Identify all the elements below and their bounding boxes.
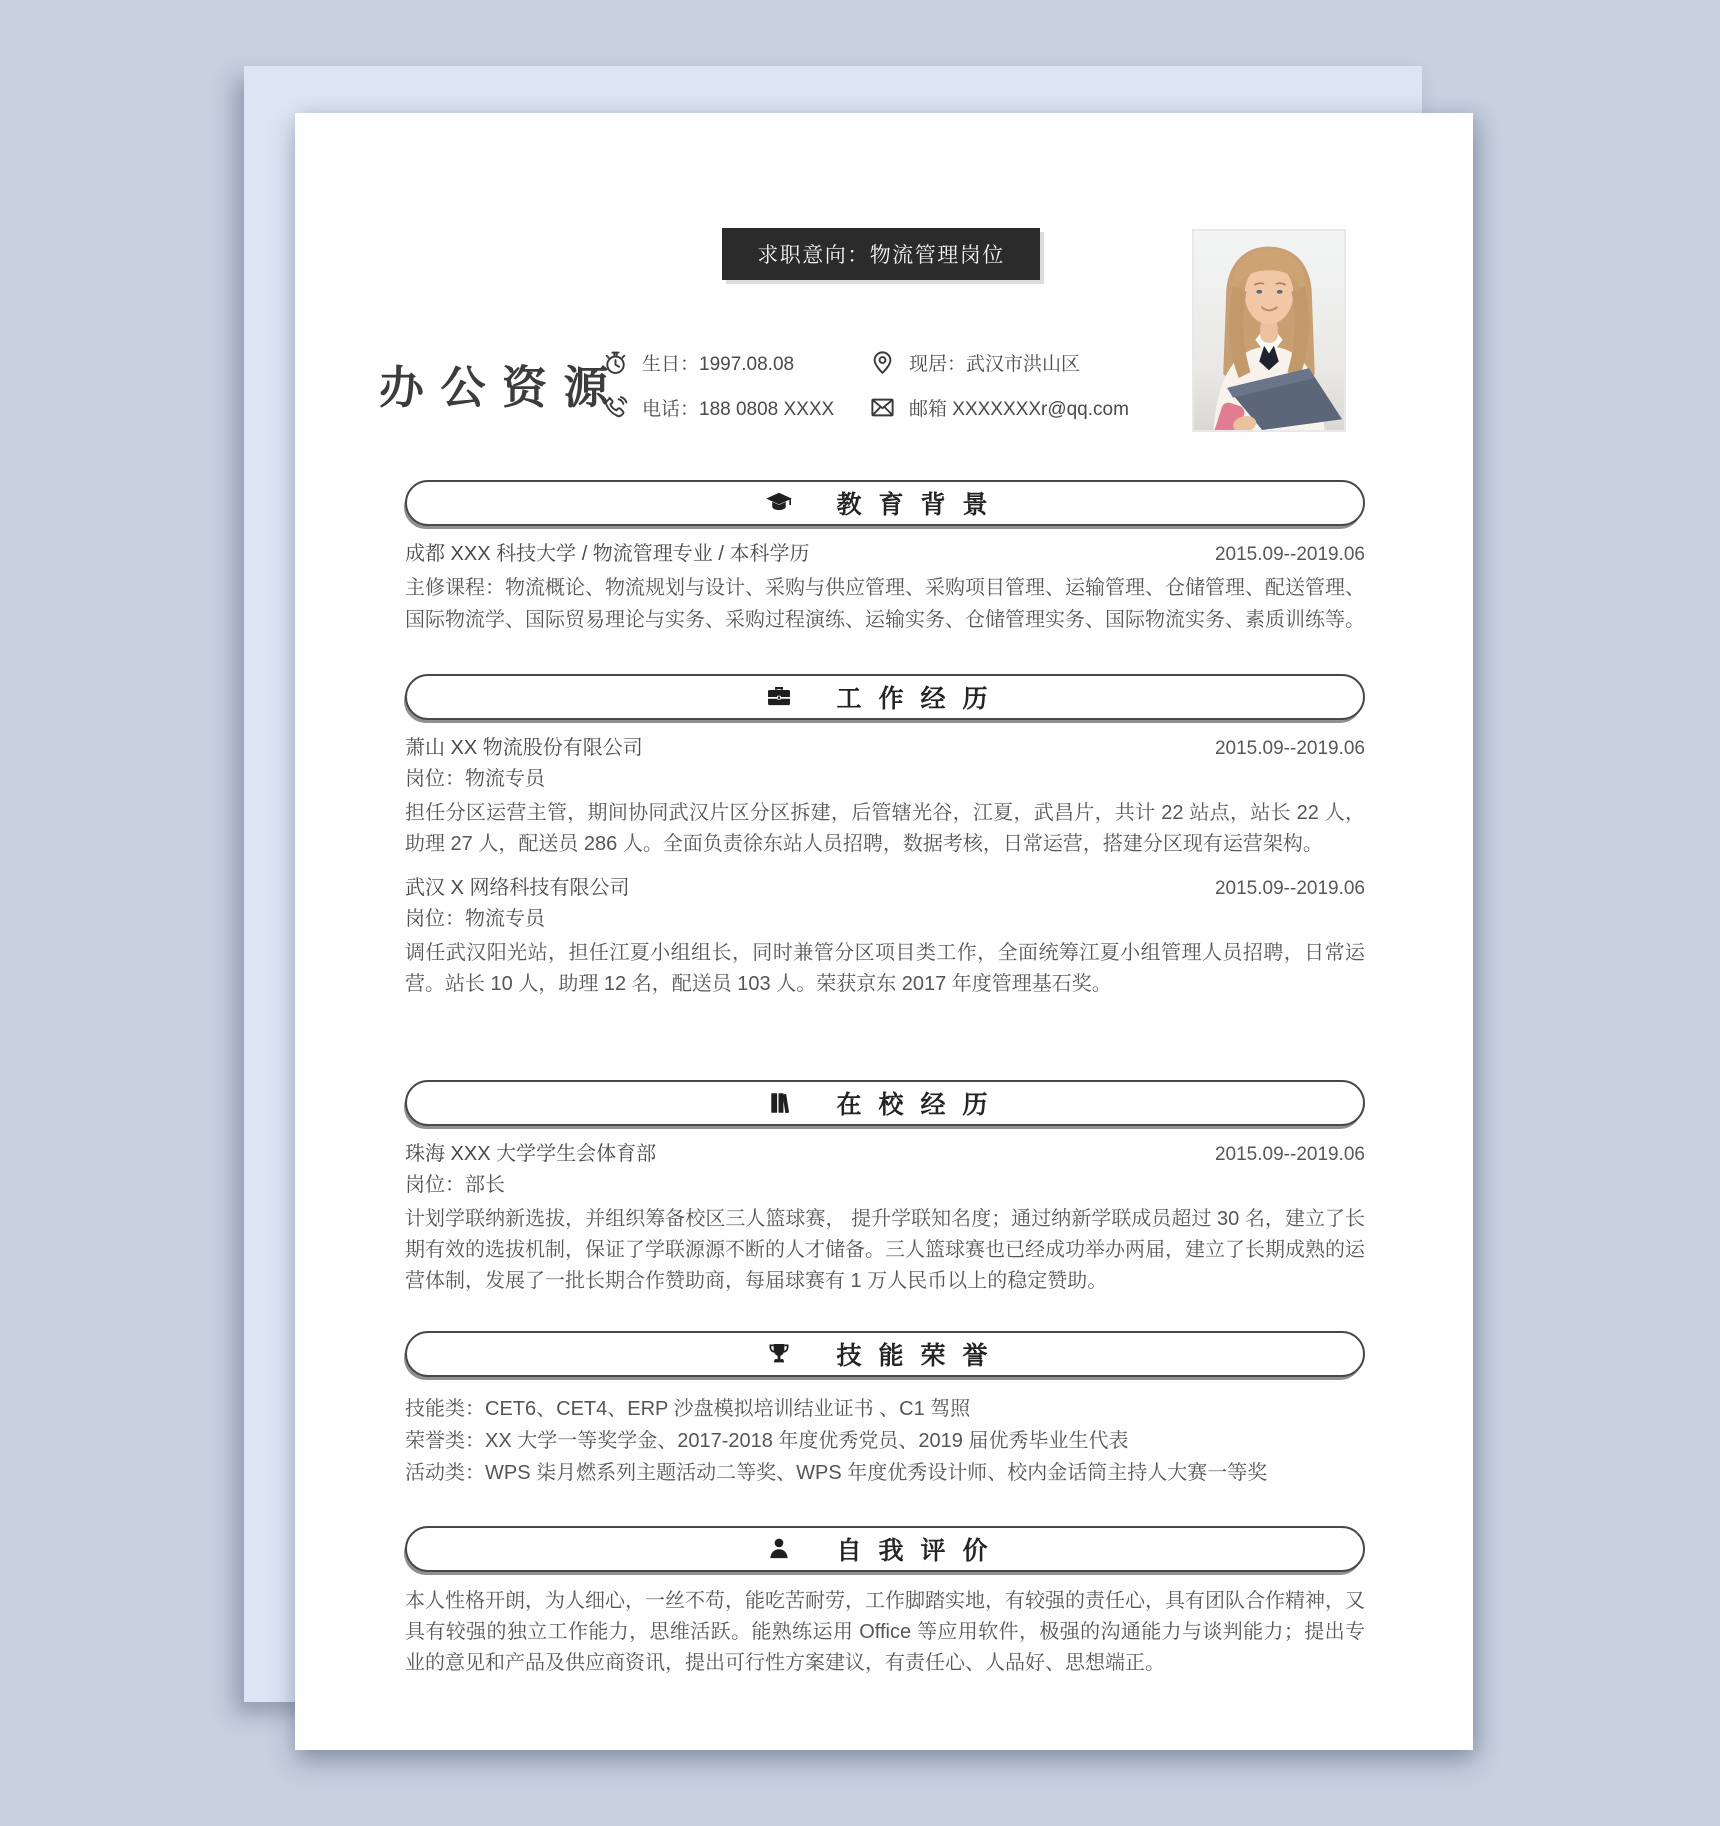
section-education-title: 教育背景 xyxy=(836,491,1005,519)
section-self-evaluation-title: 自我评价 xyxy=(836,1537,1005,1565)
contact-birthday-label: 生日：1997.08.08 xyxy=(642,354,795,375)
work-role: 岗位：物流专员 xyxy=(405,768,545,790)
skills-line-honors: 荣誉类：XX 大学一等奖学金、2017-2018 年度优秀党员、2019 届优秀毕业生代表 xyxy=(405,1430,1129,1452)
campus-desc: 计划学联纳新选拔，并组织筹备校区三人篮球赛， 提升学联知名度；通过纳新学联成员超过 30 名，建立了长期有效的选拔机制，保证了学联源源不断的人才储备。三人篮球赛也已经成功举办两届，建立了长期成熟的运营体制，发展了一批长期合作赞助商，每届球赛有 1 万人民币以上的稳定赞助。 xyxy=(405,1208,1365,1292)
section-work-header xyxy=(405,674,1365,720)
section-skills xyxy=(405,1331,1365,1489)
resume-content xyxy=(405,113,1365,1679)
graduation-cap-icon xyxy=(765,489,793,517)
skills-line-activities: 活动类：WPS 柒月燃系列主题活动二等奖、WPS 年度优秀设计师、校内金话筒主持人大赛一等奖 xyxy=(405,1462,1268,1484)
applicant-name: 办 公 资 源 xyxy=(379,362,611,413)
self-evaluation-desc: 本人性格开朗，为人细心，一丝不苟，能吃苦耐劳，工作脚踏实地，有较强的责任心，具有团队合作精神，又具有较强的独立工作能力，思维活跃。能熟练运用 Office 等应用软件，极强的沟通能力与谈判能力；提出专业的意见和产品及供应商资讯，提出可行性方案建议，有责任心、人品好、思想端正。 xyxy=(405,1590,1365,1674)
section-self-evaluation-header xyxy=(405,1526,1365,1572)
section-skills-title: 技能荣誉 xyxy=(836,1342,1005,1370)
trophy-icon xyxy=(765,1340,793,1368)
education-courses: 主修课程：物流概论、物流规划与设计、采购与供应管理、采购项目管理、运输管理、仓储管理、配送管理、国际物流学、国际贸易理论与实务、采购过程演练、运输实务、仓储管理实务、国际物流实务、素质训练等。 xyxy=(405,577,1365,631)
section-education-header xyxy=(405,480,1365,526)
work-company: 萧山 XX 物流股份有限公司 xyxy=(405,737,643,759)
campus-date: 2015.09--2019.06 xyxy=(1214,1144,1365,1165)
briefcase-icon xyxy=(765,683,793,711)
work-date: 2015.09--2019.06 xyxy=(1214,878,1365,899)
resume-page xyxy=(295,113,1473,1750)
section-work-title: 工作经历 xyxy=(836,685,1005,713)
work-entry-head xyxy=(405,733,1365,764)
work-company: 武汉 X 网络科技有限公司 xyxy=(405,877,630,899)
contact-location-label: 现居：武汉市洪山区 xyxy=(909,354,1081,375)
contact-email-label: 邮箱 XXXXXXXr@qq.com xyxy=(909,399,1129,420)
education-school: 成都 XXX 科技大学 / 物流管理专业 / 本科学历 xyxy=(405,543,810,565)
section-skills-header xyxy=(405,1331,1365,1377)
section-work xyxy=(405,674,1365,1000)
work-desc: 调任武汉阳光站，担任江夏小组组长，同时兼管分区项目类工作，全面统筹江夏小组管理人员招聘，日常运营。站长 10 人，助理 12 名，配送员 103 人。荣获京东 2017 年度管理基石奖。 xyxy=(405,942,1365,995)
campus-entry-head xyxy=(405,1139,1365,1170)
work-date: 2015.09--2019.06 xyxy=(1214,738,1365,759)
section-campus xyxy=(405,1080,1365,1297)
work-desc: 担任分区运营主管，期间协同武汉片区分区拆建，后管辖光谷，江夏，武昌片，共计 22 站点，站长 22 人，助理 27 人，配送员 286 人。全面负责徐东站人员招聘，数据考核，日常运营，搭建分区现有运营架构。 xyxy=(405,802,1365,855)
section-campus-header xyxy=(405,1080,1365,1126)
section-campus-title: 在校经历 xyxy=(836,1091,1005,1119)
campus-role: 岗位：部长 xyxy=(405,1174,505,1196)
book-icon xyxy=(765,1089,793,1117)
contact-phone-label: 电话：188 0808 XXXX xyxy=(642,399,835,420)
work-role: 岗位：物流专员 xyxy=(405,908,545,930)
skills-line-certificates: 技能类：CET6、CET4、ERP 沙盘模拟培训结业证书 、C1 驾照 xyxy=(405,1398,971,1420)
section-self-evaluation xyxy=(405,1526,1365,1679)
person-icon xyxy=(765,1535,793,1563)
job-intention-text: 求职意向：物流管理岗位 xyxy=(757,244,1005,267)
education-date: 2015.09--2019.06 xyxy=(1214,544,1365,565)
work-entry-head xyxy=(405,873,1365,904)
section-education xyxy=(405,480,1365,636)
campus-organization: 珠海 XXX 大学学生会体育部 xyxy=(405,1143,657,1165)
education-entry-head xyxy=(405,539,1365,570)
